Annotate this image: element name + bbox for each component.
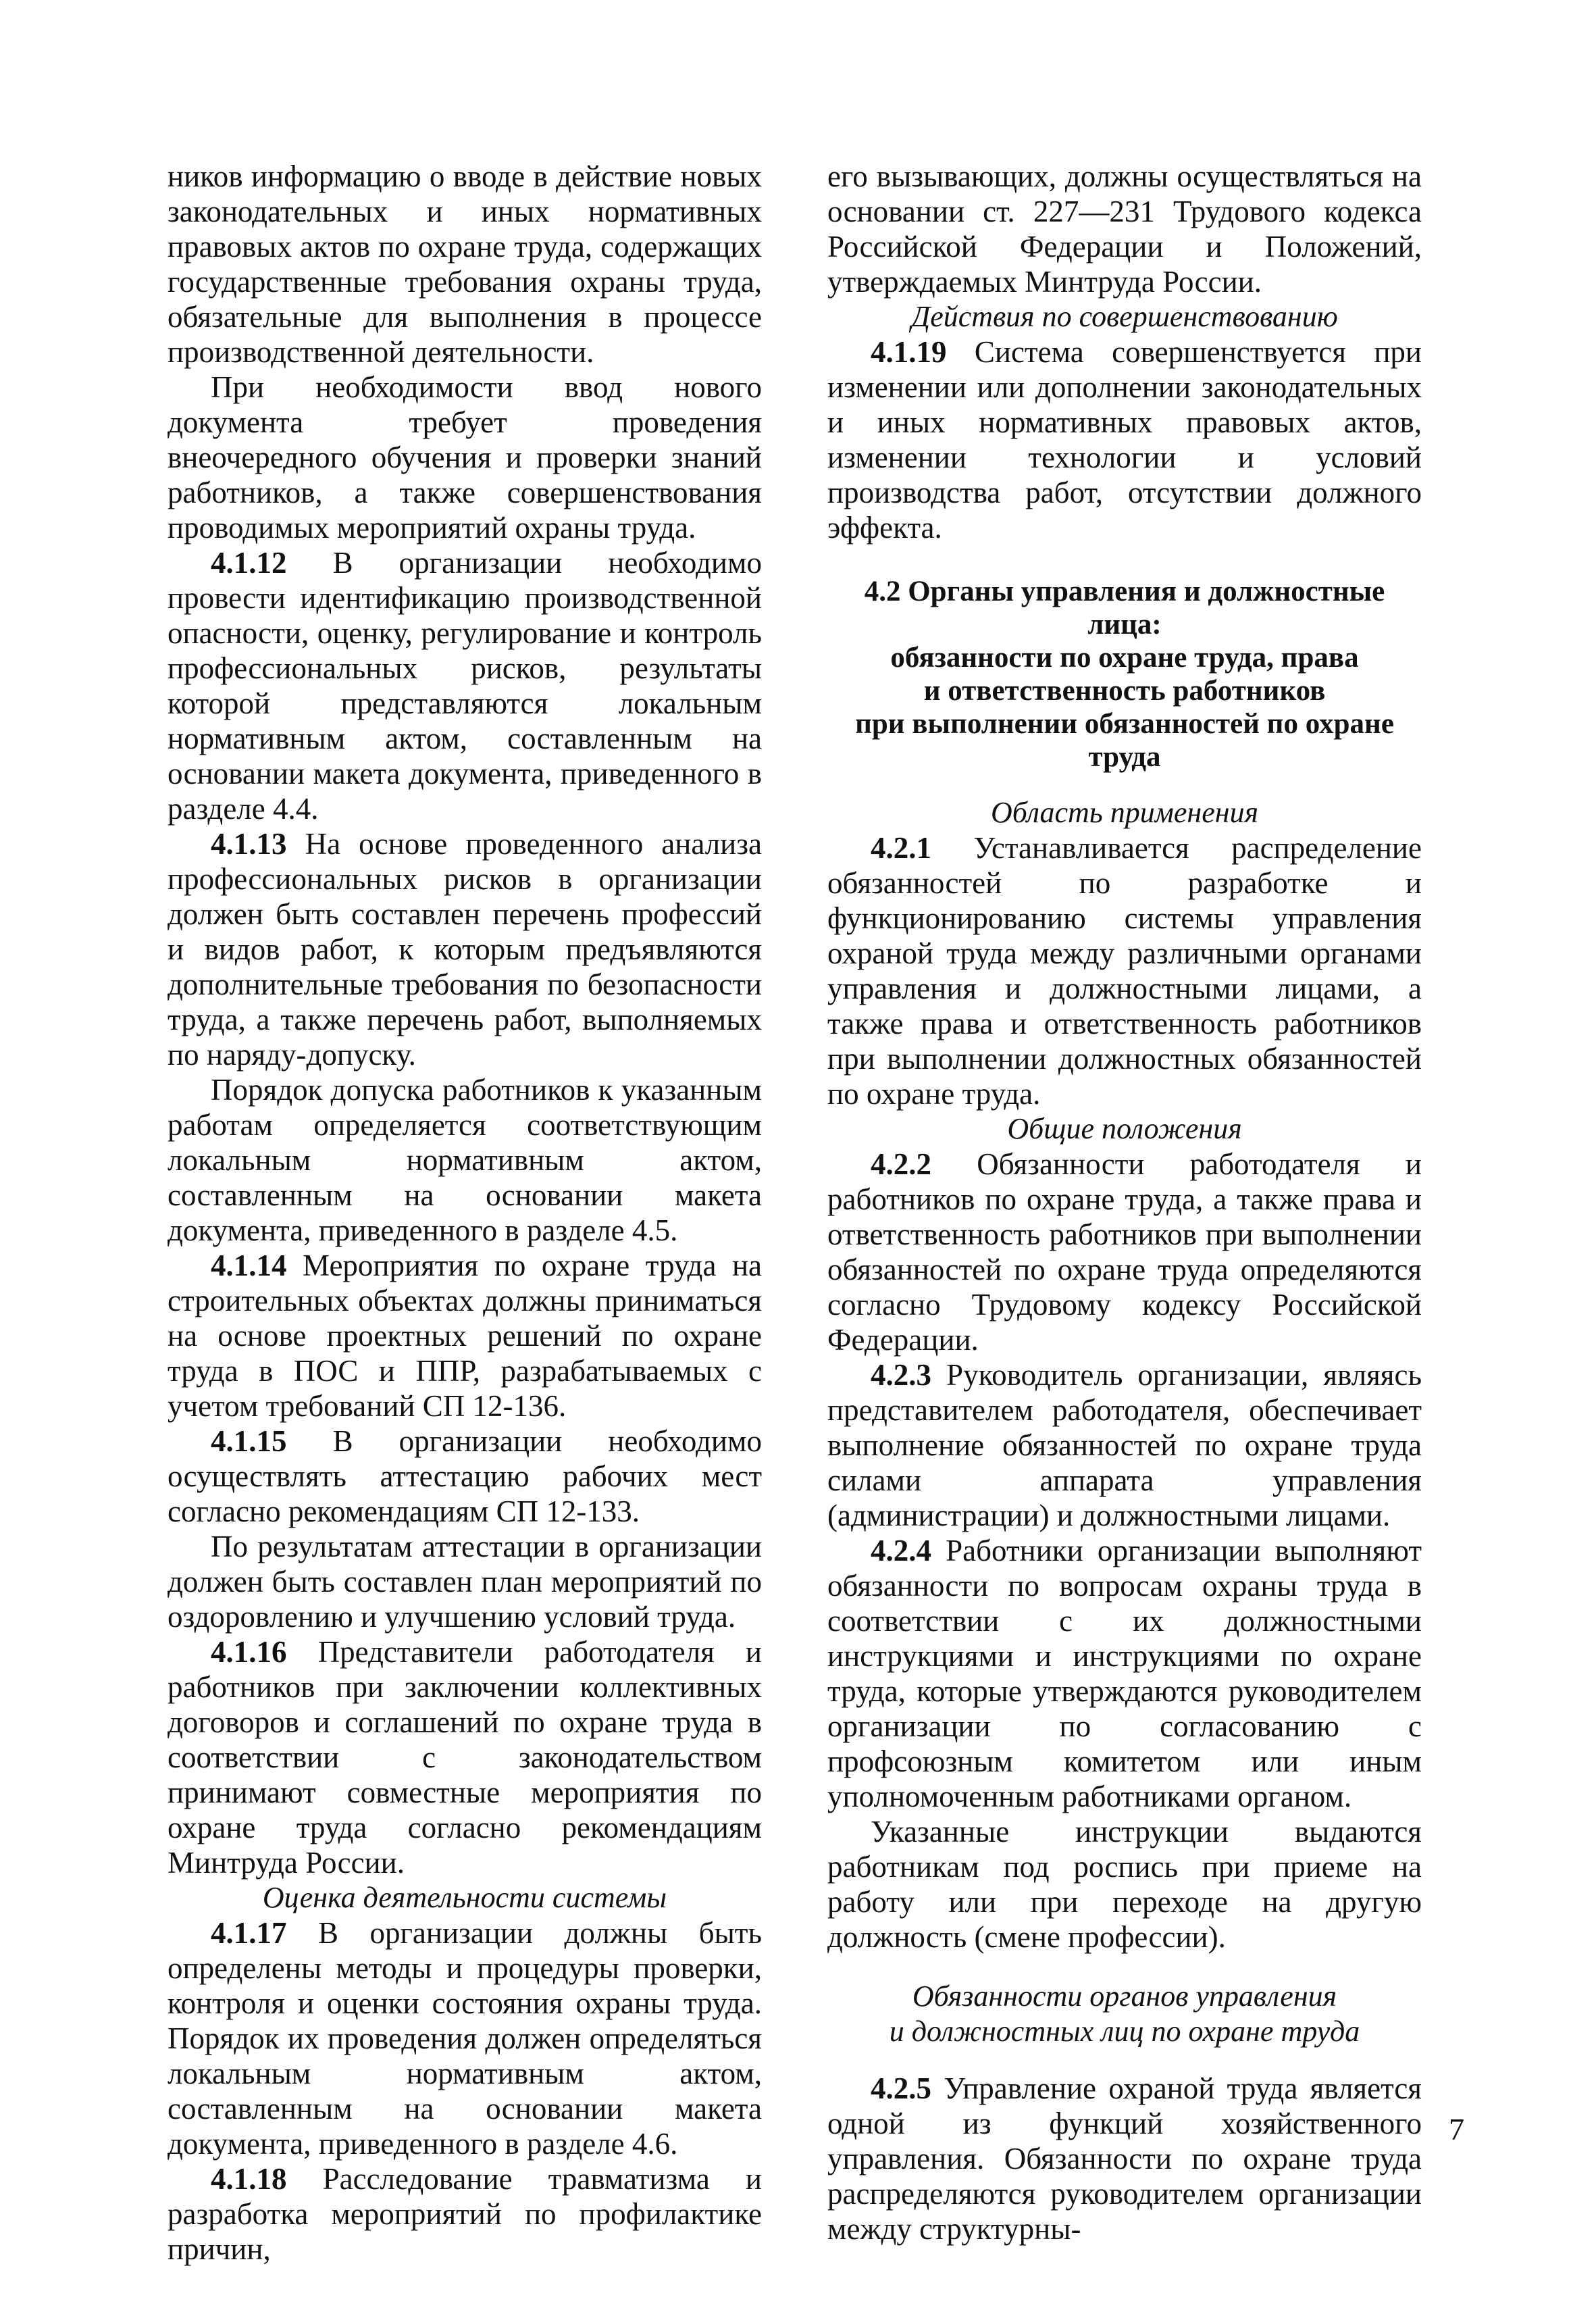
clause-4-1-16 <box>168 1634 762 1880</box>
clause-text: В организации должны быть определены методы и процедуры проверки, контроля и оценки состояния охраны труда. Порядок их проведения должен определяться локальным нормативным актом, составленным на основании макета документа, приведенного в разделе 4.6. <box>168 1916 762 2161</box>
paragraph: При необходимости ввод нового документа требует проведения внеочередного обучения и проверки знаний работников, а также совершенствования проводимых мероприятий охраны труда. <box>168 370 762 545</box>
clause-text: Управление охраной труда является одной из функций хозяйственного управления. Обязанности по охране труда распределяются руководителем организации между структурны- <box>827 2071 1422 2246</box>
subheading: Оценка деятельности системы <box>262 1881 667 1914</box>
clause-4-1-18 <box>168 2161 762 2267</box>
section-title-line: и ответственность работников <box>923 675 1326 707</box>
clause-4-1-12 <box>168 545 762 826</box>
clause-text: В организации необходимо осуществлять аттестацию рабочих мест согласно рекомендациям СП 12-133. <box>168 1424 762 1528</box>
clause-text: Обязанности работодателя и работников по охране труда, а также права и ответственность работников при выполнении обязанностей по охране труда определяются согласно Трудовому кодексу Российской Федерации. <box>827 1147 1422 1357</box>
clause-number: 4.2.4 <box>871 1534 931 1567</box>
section-title-line: обязанности по охране труда, права <box>890 642 1359 674</box>
clause-4-2-2 <box>827 1147 1422 1357</box>
clause-text: Мероприятия по охране труда на строительных объектах должны приниматься на основе проектных решений по охране труда в ПОС и ППР, разрабатываемых с учетом требований СП 12-136. <box>168 1249 762 1423</box>
subheading <box>827 1979 1422 2049</box>
clause-text: Руководитель организации, являясь представителем работодателя, обеспечивает выполнение обязанностей по охране труда силами аппарата управления (администрации) и должностными лицами. <box>827 1358 1422 1532</box>
clause-text: Расследование травматизма и разработка мероприятий по профилактике причин, <box>168 2162 762 2266</box>
subheading: Действия по совершенствованию <box>911 300 1338 333</box>
paragraph: Указанные инструкции выдаются работникам под роспись при приеме на работу или при переходе на другую должность (смене професcии). <box>827 1815 1422 1954</box>
clause-4-1-15 <box>168 1424 762 1529</box>
clause-number: 4.2.2 <box>871 1147 931 1181</box>
clause-text: В организации необходимо провести идентификацию производственной опасности, оценку, регулирование и контроль профессиональных рисков, результаты которой представляются локальным нормативным актом, составленным на основании макета документа, приведенного в разделе 4.4. <box>168 546 762 826</box>
left-column <box>168 159 762 2267</box>
clause-4-2-4 <box>827 1533 1422 1814</box>
clause-text: Устанавливается распределение обязанностей по разработке и функционированию системы управления охраной труда между различными органами управления и должностными лицами, а также права и ответственность работников при выполнении должностных обязанностей по охране труда. <box>827 831 1422 1111</box>
clause-number: 4.2.1 <box>871 831 931 865</box>
clause-4-2-1 <box>827 830 1422 1111</box>
section-title-line: при выполнении обязанностей по охране труда <box>855 708 1394 773</box>
page-number: 7 <box>1449 2112 1464 2146</box>
section-title <box>827 575 1422 774</box>
clause-number: 4.1.18 <box>211 2162 287 2196</box>
paragraph: его вызывающих, должны осуществляться на основании ст. 227—231 Трудового кодекса Российской Федерации и Положений, утверждаемых Минтруда России. <box>827 159 1422 299</box>
clause-number: 4.1.14 <box>211 1249 287 1282</box>
clause-text: Представители работодателя и работников при заключении коллективных договоров и соглашений по охране труда в соответствии с законодательством принимают совместные мероприятия по охране труда согласно рекомендациям Минтруда России. <box>168 1635 762 1880</box>
clause-number: 4.1.17 <box>211 1916 287 1950</box>
section-title-line: 4.2 Органы управления и должностные лица: <box>864 576 1385 640</box>
clause-text: На основе проведенного анализа профессиональных рисков в организации должен быть составлен перечень профессий и видов работ, к которым предъявляются дополнительные требования по безопасности труда, а также перечень работ, выполняемых по наряду-допуску. <box>168 827 762 1072</box>
clause-number: 4.1.13 <box>211 827 287 861</box>
subheading-line: Обязанности органов управления <box>912 1980 1337 2013</box>
subheading: Область применения <box>990 796 1259 829</box>
clause-4-1-19 <box>827 334 1422 545</box>
clause-number: 4.2.3 <box>871 1358 931 1392</box>
clause-4-2-5 <box>827 2071 1422 2246</box>
paragraph: ников информацию о вводе в действие новых законодательных и иных нормативных правовых актов по охране труда, содержащих государственные требования охраны труда, обязательные для выполнения в процессе производственной деятельности. <box>168 159 762 369</box>
clause-4-1-17 <box>168 1915 762 2161</box>
paragraph: Порядок допуска работников к указанным работам определяется соответствующим локальным нормативным актом, составленным на основании макета документа, приведенного в разделе 4.5. <box>168 1073 762 1247</box>
subheading-line: и должностных лиц по охране труда <box>889 2015 1360 2048</box>
clause-4-2-3 <box>827 1357 1422 1533</box>
clause-4-1-13 <box>168 826 762 1072</box>
clause-number: 4.1.19 <box>871 335 947 369</box>
clause-number: 4.2.5 <box>871 2071 931 2105</box>
paragraph: По результатам аттестации в организации должен быть составлен план мероприятий по оздоровлению и улучшению условий труда. <box>168 1530 762 1634</box>
clause-text: Система совершенствуется при изменении или дополнении законодательных и иных нормативных правовых актов, изменении технологии и условий производства работ, отсутствии должного эффекта. <box>827 335 1422 545</box>
subheading: Общие положения <box>1007 1112 1242 1145</box>
right-column <box>827 159 1422 2246</box>
clause-number: 4.1.12 <box>211 546 287 580</box>
clause-text: Работники организации выполняют обязанности по вопросам охраны труда в соответствии с их должностными инструкциями и инструкциями по охране труда, которые утверждаются руководителем организации по согласованию с профсоюзным комитетом или иным уполномоченным работниками органом. <box>827 1534 1422 1813</box>
clause-4-1-14 <box>168 1248 762 1424</box>
clause-number: 4.1.16 <box>211 1635 287 1669</box>
clause-number: 4.1.15 <box>211 1424 287 1458</box>
